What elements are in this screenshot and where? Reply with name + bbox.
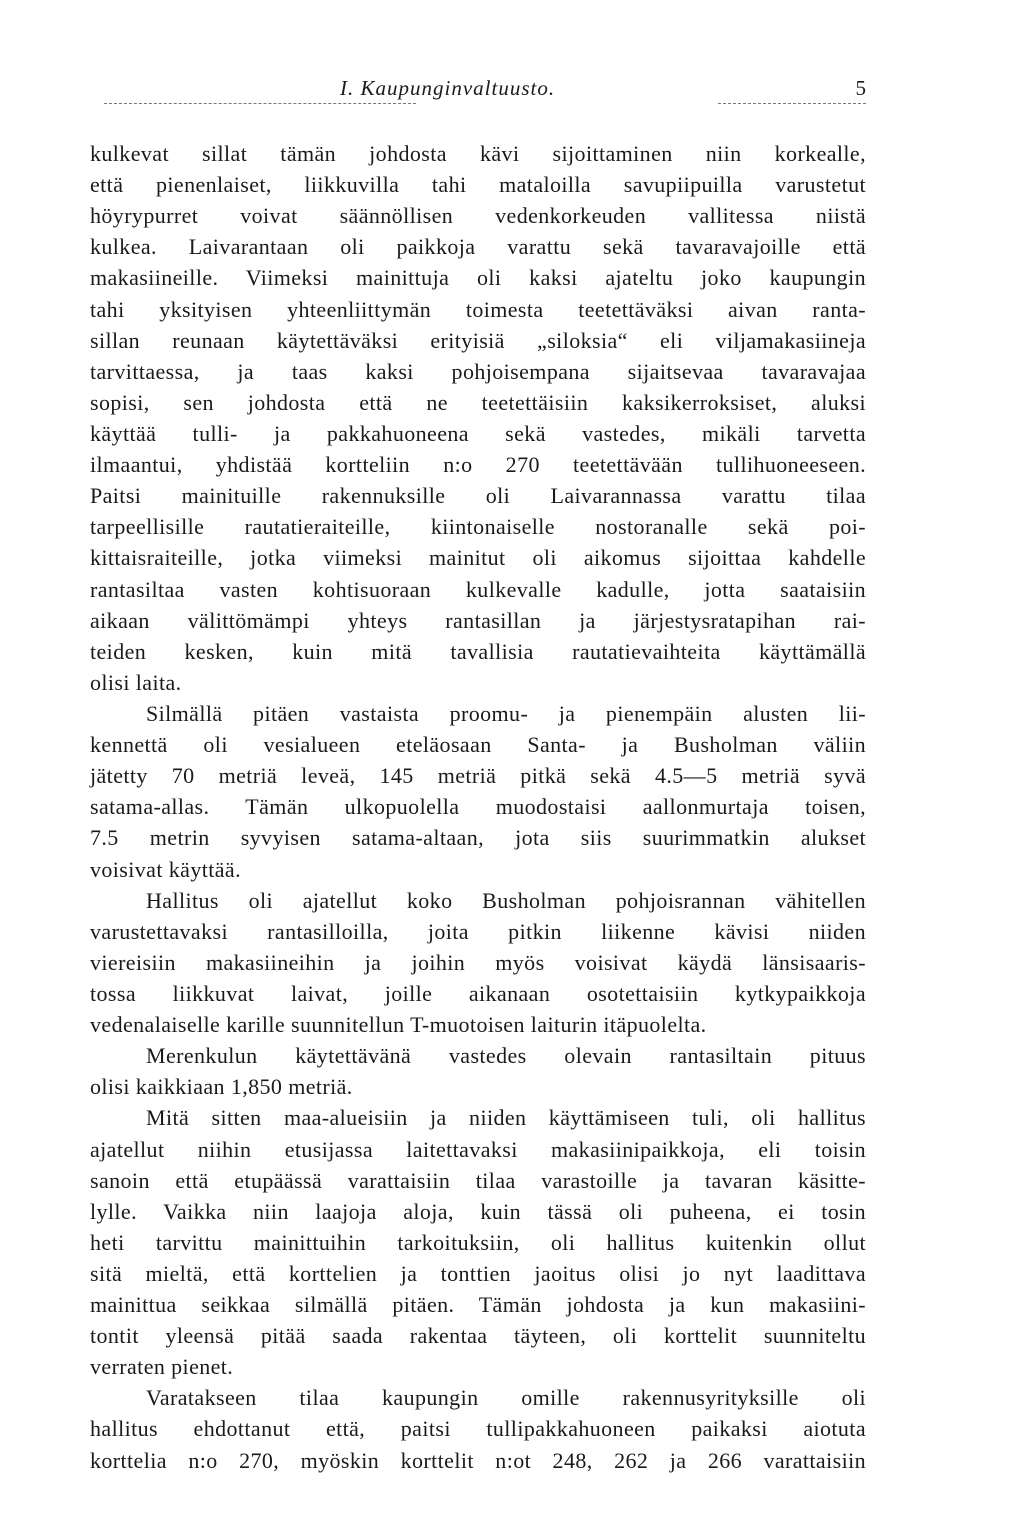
page-header	[90, 76, 866, 106]
text-line: korttelia n:o 270, myöskin korttelit n:ot 248, 262 ja 266 varattaisiin	[90, 1447, 866, 1473]
text-line: rantasiltaa vasten kohtisuoraan kulkevalle kadulle, jotta saataisiin	[90, 576, 866, 602]
text-line: Mitä sitten maa-alueisiin ja niiden käyttämiseen tuli, oli hallitus	[146, 1105, 866, 1131]
text-line: viereisiin makasiineihin ja joihin myös voisivat käydä länsisaaris-	[90, 949, 866, 975]
text-line: Silmällä pitäen vastaista proomu- ja pienempäin alusten lii-	[146, 700, 866, 726]
body-text	[90, 138, 866, 1476]
text-line: satama-allas. Tämän ulkopuolella muodostaisi aallonmurtaja toisen,	[90, 794, 866, 820]
paragraph	[90, 138, 866, 698]
text-line: tahi yksityisen yhteenliittymän toimesta teetettäväksi aivan ranta-	[90, 296, 866, 322]
text-line: tarpeellisille rautatieraiteille, kiintonaiselle nostoranalle sekä poi-	[90, 514, 866, 540]
text-line: aikaan välittömämpi yhteys rantasillan ja järjestysratapihan rai-	[90, 607, 866, 633]
text-line: kulkea. Laivarantaan oli paikkoja varattu sekä tavaravajoille että	[90, 234, 866, 260]
text-line: tossa liikkuvat laivat, joille aikanaan osotettaisiin kytkypaikkoja	[90, 980, 866, 1006]
text-line: ilmaantui, yhdistää kortteliin n:o 270 teetettävään tullihuoneeseen.	[90, 452, 866, 478]
text-line: 7.5 metrin syvyisen satama-altaan, jota siis suurimmatkin alukset	[90, 825, 866, 851]
paragraph	[90, 1102, 866, 1382]
text-line: verraten pienet.	[90, 1354, 234, 1380]
paragraph	[90, 1040, 866, 1102]
text-line: teiden kesken, kuin mitä tavallisia rautatievaihteita käyttämällä	[90, 638, 866, 664]
text-line: makasiineille. Viimeksi mainittuja oli kaksi ajateltu joko kaupungin	[90, 265, 866, 291]
text-line: Paitsi mainituille rakennuksille oli Laivarannassa varattu tilaa	[90, 483, 866, 509]
text-line: tarvittaessa, ja taas kaksi pohjoisempana sijaitsevaa tavaravajaa	[90, 358, 866, 384]
text-line: kennettä oli vesialueen eteläosaan Santa- ja Busholman väliin	[90, 732, 866, 758]
text-line: sitä mieltä, että korttelien ja tonttien jaoitus olisi jo nyt laadittava	[90, 1260, 866, 1286]
text-line: käyttää tulli- ja pakkahuoneena sekä vastedes, mikäli tarvetta	[90, 420, 866, 446]
text-line: Hallitus oli ajatellut koko Busholman pohjoisrannan vähitellen	[146, 887, 866, 913]
text-line: sanoin että etupäässä varattaisiin tilaa varastoille ja tavaran käsitte-	[90, 1167, 866, 1193]
paragraph	[90, 1382, 866, 1475]
text-line: olisi laita.	[90, 669, 182, 695]
text-line: ajatellut niihin etusijassa laitettavaksi makasiinipaikkoja, eli toisin	[90, 1136, 866, 1162]
text-line: Varatakseen tilaa kaupungin omille rakennusyrityksille oli	[146, 1385, 866, 1411]
text-line: höyrypurret voivat säännöllisen vedenkorkeuden vallitessa niistä	[90, 203, 866, 229]
text-line: että pienenlaiset, liikkuvilla tahi mataloilla savupiipuilla varustetut	[90, 172, 866, 198]
page-number: 5	[855, 76, 866, 100]
text-line: kittaisraiteille, jotka viimeksi mainitut oli aikomus sijoittaa kahdelle	[90, 545, 866, 571]
text-line: olisi kaikkiaan 1,850 metriä.	[90, 1074, 353, 1100]
paragraph	[90, 698, 866, 885]
text-line: lylle. Vaikka niin laajoja aloja, kuin tässä oli puheena, ei tosin	[90, 1198, 866, 1224]
text-line: kulkevat sillat tämän johdosta kävi sijoittaminen niin korkealle,	[90, 141, 866, 166]
text-line: tontit yleensä pitää saada rakentaa täyteen, oli korttelit suunniteltu	[90, 1323, 866, 1349]
text-line: varustettavaksi rantasilloilla, joita pitkin liikenne kävisi niiden	[90, 918, 866, 944]
text-line: Merenkulun käytettävänä vastedes olevain rantasiltain pituus	[146, 1043, 866, 1069]
text-line: vedenalaiselle karille suunnitellun T-muotoisen laiturin itäpuolelta.	[90, 1012, 707, 1038]
text-line: mainittua seikkaa silmällä pitäen. Tämän johdosta ja kun makasiini-	[90, 1292, 866, 1318]
header-rule-right	[718, 103, 866, 104]
text-line: sopisi, sen johdosta että ne teetettäisiin kaksikerroksiset, aluksi	[90, 389, 866, 415]
text-line: sillan reunaan käytettäväksi erityisiä „siloksia“ eli viljamakasiineja	[90, 327, 866, 353]
header-rule-left	[104, 103, 416, 104]
text-line: heti tarvittu mainittuihin tarkoituksiin, oli hallitus kuitenkin ollut	[90, 1229, 866, 1255]
running-title: I. Kaupunginvaltuusto.	[340, 76, 556, 100]
text-line: hallitus ehdottanut että, paitsi tullipakkahuoneen paikaksi aiotuta	[90, 1416, 866, 1442]
text-line: voisivat käyttää.	[90, 856, 241, 882]
paragraph	[90, 885, 866, 1041]
text-line: jätetty 70 metriä leveä, 145 metriä pitkä sekä 4.5—5 metriä syvä	[90, 763, 866, 789]
